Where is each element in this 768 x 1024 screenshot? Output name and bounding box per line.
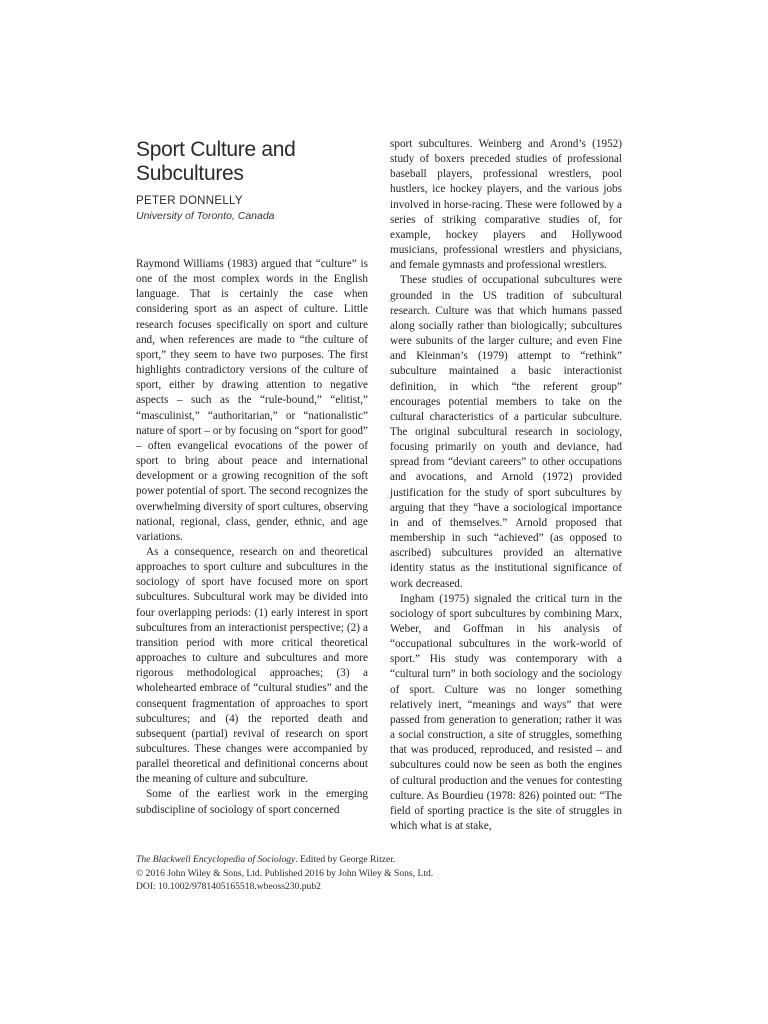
author-name: PETER DONNELLY xyxy=(136,195,243,207)
paragraph: Raymond Williams (1983) argued that “culture” is one of the most complex words in the English language. That is certainly the case when considering sport as an aspect of culture. Little research focuses specifically on sport and culture and, when references are made to “the culture of sport,” they seem to have two purposes. The first highlights contradictory versions of the culture of sport, either by drawing attention to negative aspects – such as the “rule-bound,” “elitist,” “masculinist,” “authoritarian,” or “nationalistic” nature of sport – or by focusing on “sport for good” – often evangelical evocations of the power of sport to bring about peace and international development or a growing recognition of the soft power potential of sport. The second recognizes the overwhelming diversity of sport cultures, observing national, regional, class, gender, ethnic, and age variations. xyxy=(136,258,368,543)
author-affiliation: University of Toronto, Canada xyxy=(136,210,275,222)
paragraph: sport subcultures. Weinberg and Arond’s (1952) study of boxers preceded studies of professional baseball players, professional wrestlers, pool hustlers, ice hockey players, and the various jobs involved in horse-racing. These were followed by a series of striking comparative studies of, for example, hockey players and Hollywood musicians, professional wrestlers and physicians, and female gymnasts and professional wrestlers. xyxy=(390,138,622,272)
source-title: The Blackwell Encyclopedia of Sociology xyxy=(136,854,296,865)
citation-footer xyxy=(136,853,433,894)
paragraph: As a consequence, research on and theoretical approaches to sport culture and subcultures in the sociology of sport have focused more on sport subcultures. Subcultural work may be divided into four overlapping periods: (1) early interest in sport subcultures from an interactionist perspective; (2) a transition period with more critical theoretical approaches to culture and subcultures and more rigorous methodological approaches; (3) a wholehearted embrace of “cultural studies” and the consequent fragmentation of approaches to sport subcultures; and (4) the reported death and subsequent (partial) revival of research on sport subcultures. These changes were accompanied by parallel theoretical and definitional concerns about the meaning of culture and subculture. xyxy=(136,545,368,786)
left-text-column xyxy=(136,257,368,818)
paragraph: These studies of occupational subcultures were grounded in the US tradition of subcultural research. Culture was that which humans passed along socially rather than biologically; subcultures were subunits of the larger culture; and even Fine and Kleinman’s (1979) attempt to “rethink” subculture maintained a basic interactionist definition, in which “the referent group” encourages potential members to take on the cultural characteristics of a particular subculture. The original subcultural research in sociology, focusing primarily on youth and deviance, had spread from “deviant careers” to other occupations and avocations, and Arnold (1972) provided justification for the study of sport subcultures by arguing that they “have a sociological importance in and of themselves.” Arnold proposed that membership in such “achieved” (as opposed to ascribed) subcultures provided an alternative identity status as the institutional significance of work decreased. xyxy=(390,274,622,590)
copyright-line: © 2016 John Wiley & Sons, Ltd. Published 2016 by John Wiley & Sons, Ltd. xyxy=(136,867,434,879)
paragraph: Some of the earliest work in the emerging subdiscipline of sociology of sport concerned xyxy=(136,788,368,816)
doi-line: DOI: 10.1002/9781405165518.wbeoss230.pub2 xyxy=(136,881,321,892)
article-title: Sport Culture and Subcultures xyxy=(136,138,296,185)
paragraph: Ingham (1975) signaled the critical turn in the sociology of sport subcultures by combining Marx, Weber, and Goffman in his analysis of “occupational subcultures in the work-world of sport.” His study was contemporary with a “cultural turn” in both sociology and the sociology of sport. Culture was no longer something relatively inert, “meanings and ways” that were passed from generation to generation; rather it was a social construction, a site of struggles, something that was produced, reproduced, and resisted – and subcultures could now be seen as both the engines of cultural production and the venues for contesting culture. As Bourdieu (1978: 826) pointed out: “The field of sporting practice is the site of struggles in which what is at stake, xyxy=(390,592,622,833)
source-line xyxy=(136,853,433,867)
source-editor: . Edited by George Ritzer. xyxy=(295,854,396,865)
right-text-column xyxy=(390,137,622,834)
